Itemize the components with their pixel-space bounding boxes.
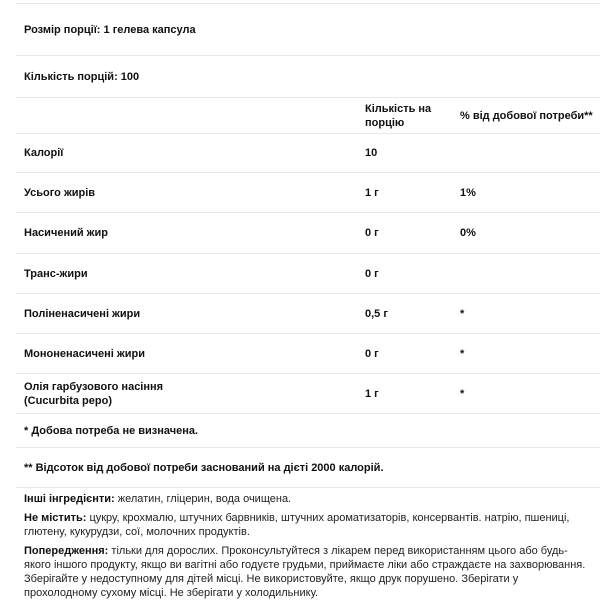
warnings-label: Попередження: <box>24 545 109 557</box>
table-header-row <box>16 98 600 134</box>
nutrient-amount: 1 г <box>365 186 379 199</box>
nutrient-dv: * <box>460 347 465 360</box>
nutrient-name <box>24 380 365 408</box>
serving-size-label: Розмір порції: <box>24 23 101 36</box>
footnote-text: * Добова потреба не визначена. <box>24 424 199 437</box>
nutrient-row-monounsaturated-fat <box>16 334 600 374</box>
footnote-text: ** Відсоток від добової потреби заснований на дієті 2000 калорій. <box>24 461 384 474</box>
nutrient-dv: 0% <box>460 227 476 239</box>
nutrient-amount: 0 г <box>365 227 379 239</box>
does-not-contain-label: Не містить: <box>24 512 87 524</box>
footnote-daily-value-not-established <box>16 414 600 448</box>
nutrient-amount: 1 г <box>365 387 379 400</box>
serving-size-value: 1 гелева капсула <box>103 23 196 36</box>
nutrient-row-trans-fat <box>16 254 600 294</box>
supplement-facts-panel <box>16 3 600 600</box>
nutrient-name: Калорії <box>24 147 64 159</box>
nutrient-row-pumpkin-seed-oil <box>16 374 600 414</box>
serving-size-text <box>24 23 365 37</box>
header-amount: Кількість на порцію <box>365 102 432 129</box>
nutrient-amount: 0 г <box>365 347 379 360</box>
servings-count-label: Кількість порцій: <box>24 70 118 83</box>
description-paragraphs <box>16 488 600 600</box>
nutrient-dv: * <box>460 387 465 400</box>
other-ingredients-label: Інші інгредієнти: <box>24 493 115 505</box>
servings-count-value: 100 <box>120 70 140 83</box>
nutrient-name: Усього жирів <box>24 186 96 199</box>
warnings-text: тільки для дорослих. Проконсультуйтеся з лікарем перед використанням цього або будь-якого іншого продукту, якщо ви вагітні або годуєте грудьми, приймаєте ліки або страждаєте на захворювання. Зберігайте у недоступному для дітей місці. Не використовуйте, якщо друк порушено. Зберігати у прохолодному сухому місці. Не зберігати у холодильнику. <box>24 545 586 599</box>
header-daily-value: % від добової потреби** <box>460 109 593 122</box>
nutrient-amount: 0,5 г <box>365 307 388 320</box>
nutrient-amount: 0 г <box>365 267 379 280</box>
warnings-paragraph <box>24 544 592 600</box>
nutrient-row-saturated-fat <box>16 213 600 254</box>
nutrient-name-line2: (Cucurbita pepo) <box>24 394 112 407</box>
other-ingredients-paragraph <box>24 492 592 506</box>
nutrient-dv: * <box>460 307 465 320</box>
does-not-contain-paragraph <box>24 511 592 539</box>
serving-size-row <box>16 4 600 56</box>
footnote-percent-daily-value <box>16 448 600 488</box>
nutrient-row-calories <box>16 134 600 173</box>
nutrient-dv: 1% <box>460 186 476 199</box>
nutrient-row-polyunsaturated-fat <box>16 294 600 334</box>
other-ingredients-text: желатин, гліцерин, вода очищена. <box>114 493 292 505</box>
servings-count-row <box>16 56 600 98</box>
nutrient-name-line1: Олія гарбузового насіння <box>24 380 164 393</box>
nutrient-name: Транс-жири <box>24 267 88 280</box>
servings-count-text <box>24 70 365 84</box>
nutrient-name: Поліненасичені жири <box>24 307 141 320</box>
nutrient-amount: 10 <box>365 147 378 159</box>
does-not-contain-text: цукру, крохмалю, штучних барвників, штучних ароматизаторів, консервантів. натрію, пшениці, глютену, кукурудзи, сої, молочних продуктів. <box>24 512 570 538</box>
nutrient-name: Мононенасичені жири <box>24 347 145 360</box>
nutrient-name: Насичений жир <box>24 227 108 239</box>
nutrient-row-total-fat <box>16 173 600 213</box>
